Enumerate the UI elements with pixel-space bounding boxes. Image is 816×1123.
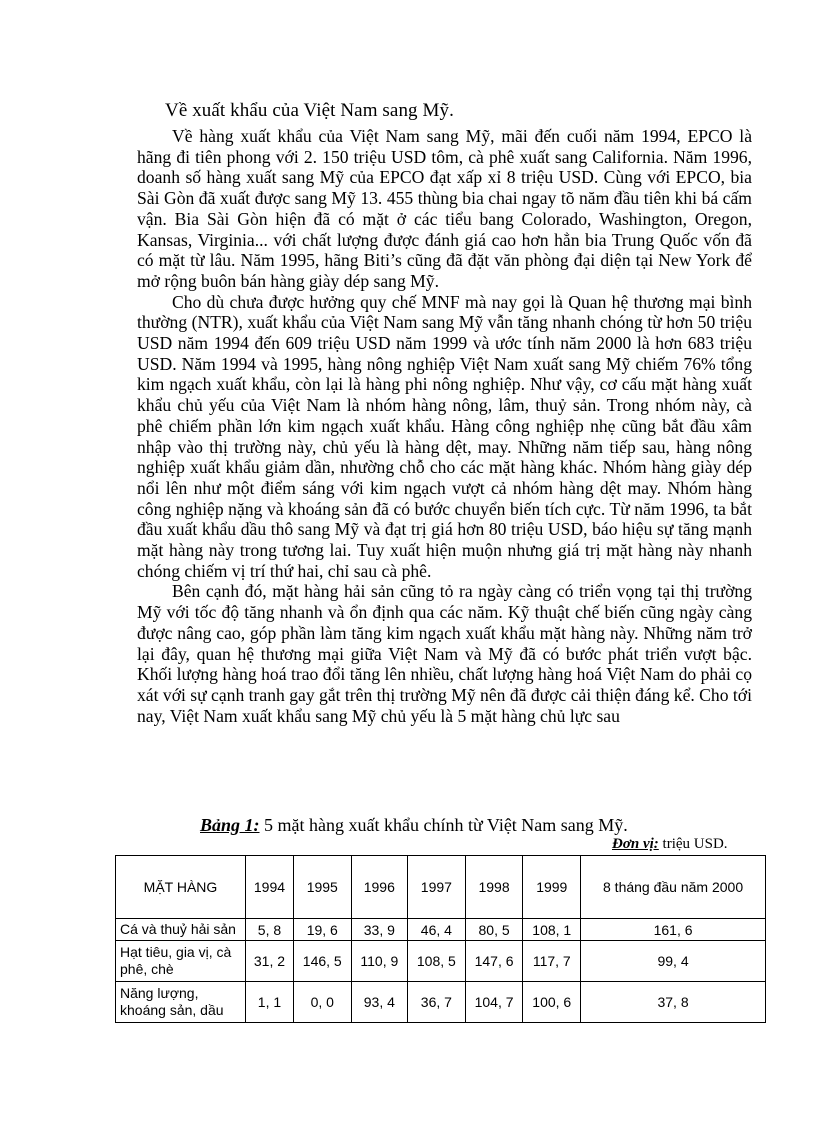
body-text [137, 126, 752, 726]
table-row [116, 941, 766, 982]
row-label: Hạt tiêu, gia vị, cà phê, chè [116, 941, 246, 982]
table-cell: 19, 6 [293, 919, 351, 941]
paragraph-1: Về hàng xuất khẩu của Việt Nam sang Mỹ, mãi đến cuối năm 1994, EPCO là hãng đi tiên phong với 2. 150 triệu USD tôm, cà phê xuất sang California. Năm 1996, doanh số hàng xuất sang Mỹ của EPCO đạt xấp xỉ 8 triệu USD. Cùng với EPCO, bia Sài Gòn đã xuất được sang Mỹ 13. 455 thùng bia chai ngay tõ năm đầu tiên khi bá cấm vận. Bia Sài Gòn hiện đã có mặt ở các tiểu bang Colorado, Washington, Oregon, Kansas, Virginia... với chất lượng được đánh giá cao hơn hẳn bia Trung Quốc vốn đã có mặt từ lâu. Năm 1995, hãng Biti’s cũng đã đặt văn phòng đại diện tại New York để mở rộng buôn bán hàng giày dép sang Mỹ. [137, 126, 752, 291]
table-row [116, 982, 766, 1023]
unit-note [612, 836, 728, 853]
table-cell: 46, 4 [408, 919, 466, 941]
table-cell: 0, 0 [293, 982, 351, 1023]
unit-text: triệu USD. [658, 836, 728, 852]
table-caption-label: Bảng 1: [200, 815, 260, 835]
unit-label: Đơn vị: [612, 836, 659, 852]
table-cell: 100, 6 [523, 982, 581, 1023]
header-2000: 8 tháng đầu năm 2000 [581, 856, 766, 919]
table-cell: 147, 6 [465, 941, 523, 982]
table-caption [200, 815, 628, 836]
row-label: Năng lượng, khoáng sản, dầu [116, 982, 246, 1023]
table-cell: 104, 7 [465, 982, 523, 1023]
table-cell: 93, 4 [351, 982, 407, 1023]
table-cell: 117, 7 [523, 941, 581, 982]
table-row [116, 919, 766, 941]
table-cell: 37, 8 [581, 982, 766, 1023]
table-header-row [116, 856, 766, 919]
table-cell: 146, 5 [293, 941, 351, 982]
table-cell: 31, 2 [246, 941, 294, 982]
table-caption-text: 5 mặt hàng xuất khẩu chính từ Việt Nam sang Mỹ. [259, 815, 628, 835]
table-cell: 161, 6 [581, 919, 766, 941]
table-cell: 5, 8 [246, 919, 294, 941]
table-cell: 108, 1 [523, 919, 581, 941]
header-1998: 1998 [465, 856, 523, 919]
table-cell: 108, 5 [408, 941, 466, 982]
paragraph-2: Cho dù chưa được hưởng quy chế MNF mà nay gọi là Quan hệ thương mại bình thường (NTR), xuất khẩu của Việt Nam sang Mỹ vẫn tăng nhanh chóng từ hơn 50 triệu USD năm 1994 đến 609 triệu USD năm 1999 và ước tính năm 2000 là hơn 683 triệu USD. Năm 1994 và 1995, hàng nông nghiệp Việt Nam xuất sang Mỹ chiếm 76% tổng kim ngạch xuất khẩu, còn lại là hàng phi nông nghiệp. Như vậy, cơ cấu mặt hàng xuất khẩu chủ yếu của Việt Nam là nhóm hàng nông, lâm, thuỷ sản. Trong nhóm này, cà phê chiếm phần lớn kim ngạch xuất khẩu. Hàng công nghiệp nhẹ cũng bắt đầu xâm nhập vào thị trường này, chủ yếu là hàng dệt, may. Những năm tiếp sau, hàng nông nghiệp xuất khẩu giảm dần, nhường chỗ cho các mặt hàng khác. Nhóm hàng giày dép nổi lên như một điểm sáng với kim ngạch vượt cả nhóm hàng dệt may. Nhóm hàng công nghiệp nặng và khoáng sản đã có bước chuyển biến tích cực. Từ năm 1996, ta bắt đầu xuất khẩu dầu thô sang Mỹ và đạt trị giá hơn 80 triệu USD, báo hiệu sự tăng mạnh mặt hàng này trong tương lai. Tuy xuất hiện muộn nhưng giá trị mặt hàng này nhanh chóng chiếm vị trí thứ hai, chỉ sau cà phê. [137, 291, 752, 581]
header-1994: 1994 [246, 856, 294, 919]
table-cell: 1, 1 [246, 982, 294, 1023]
table-cell: 110, 9 [351, 941, 407, 982]
header-1997: 1997 [408, 856, 466, 919]
paragraph-3: Bên cạnh đó, mặt hàng hải sản cũng tỏ ra ngày càng có triển vọng tại thị trường Mỹ với tốc độ tăng nhanh và ổn định qua các năm. Kỹ thuật chế biến cũng ngày càng được nâng cao, góp phần làm tăng kim ngạch xuất khẩu mặt hàng này. Những năm trở lại đây, quan hệ thương mại giữa Việt Nam và Mỹ đã có bước phát triển vượt bậc. Khối lượng hàng hoá trao đổi tăng lên nhiều, chất lượng hàng hoá Việt Nam do phải cọ xát với sự cạnh tranh gay gắt trên thị trường Mỹ nên đã được cải thiện đáng kể. Cho tới nay, Việt Nam xuất khẩu sang Mỹ chủ yếu là 5 mặt hàng chủ lực sau [137, 581, 752, 726]
export-table [115, 855, 766, 1023]
table-cell: 99, 4 [581, 941, 766, 982]
table-cell: 33, 9 [351, 919, 407, 941]
row-label: Cá và thuỷ hải sản [116, 919, 246, 941]
header-1995: 1995 [293, 856, 351, 919]
section-heading: Về xuất khẩu của Việt Nam sang Mỹ. [165, 100, 454, 121]
table-cell: 80, 5 [465, 919, 523, 941]
header-1996: 1996 [351, 856, 407, 919]
header-1999: 1999 [523, 856, 581, 919]
header-product: MẶT HÀNG [116, 856, 246, 919]
table-cell: 36, 7 [408, 982, 466, 1023]
